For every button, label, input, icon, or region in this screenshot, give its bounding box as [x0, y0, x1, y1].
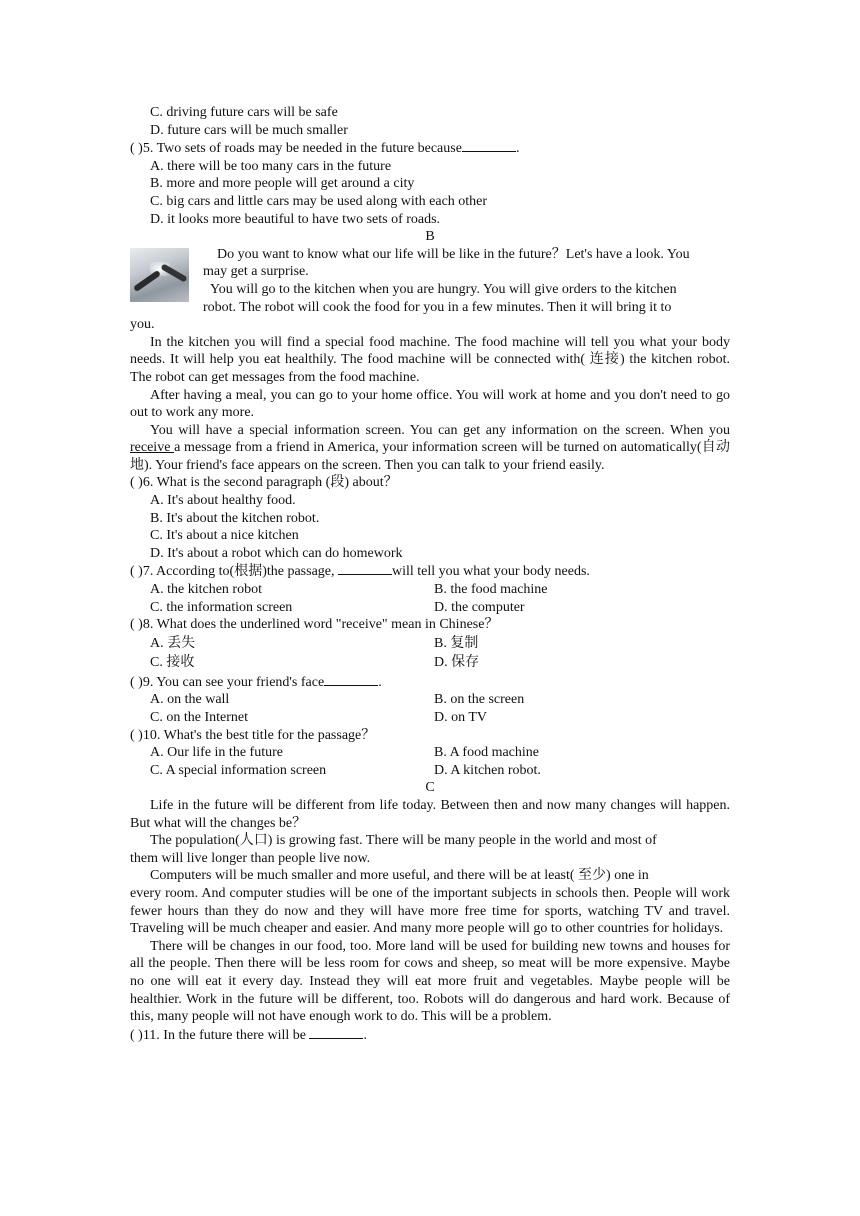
q6-option-b: B. It's about the kitchen robot.	[150, 510, 320, 526]
q6-option-d: D. It's about a robot which can do homework	[150, 545, 403, 561]
answer-blank	[309, 1026, 363, 1039]
q10-option-c: C. A special information screen	[150, 762, 327, 778]
q7-option-a: A. the kitchen robot	[150, 582, 262, 598]
worksheet-page	[130, 104, 730, 1044]
q4-option-c: C. driving future cars will be safe	[150, 105, 338, 120]
q7-option-b: B. the food machine	[434, 582, 548, 598]
b-para4: After having a meal, you can go to your home office. You will work at home and you don't need to go out to work any more.	[130, 387, 730, 421]
hands-sky-photo	[130, 248, 189, 302]
q4-option-d: D. future cars will be much smaller	[150, 122, 348, 138]
q7-option-d: D. the computer	[434, 599, 525, 615]
b-para2-line2: robot. The robot will cook the food for you in a few minutes. Then it will bring it to	[203, 299, 672, 315]
q10-option-b: B. A food machine	[434, 745, 539, 761]
q5-option-a: A. there will be too many cars in the future	[150, 158, 392, 174]
q5-option-c: C. big cars and little cars may be used along with each other	[150, 193, 488, 209]
q7-options-row1	[130, 581, 730, 599]
q6-option-c: C. It's about a nice kitchen	[150, 528, 299, 544]
q9-option-d: D. on TV	[434, 710, 488, 725]
c-para1: Life in the future will be different from life today. Between then and now many changes will happen. But what will the changes be？	[130, 797, 730, 831]
q7-option-c: C. the information screen	[150, 599, 293, 615]
b-para2-line3: you.	[130, 317, 155, 333]
q9-option-a: A. on the wall	[150, 692, 230, 708]
c-para2-line2: them will live longer than people live now.	[130, 850, 371, 866]
q11-stem: ( )11. In the future there will be .	[130, 1027, 367, 1043]
q10-options-row1	[130, 744, 730, 762]
c-para4: There will be changes in our food, too. More land will be used for building new towns and houses for all the people. Then there will be less room for cows and sheep, so meat will be more expensive. Maybe no one will eat it every day. Instead they will eat more fruit and vegetables. Maybe people will be healthier. Work in the future will be different, too. Robots will do dangerous and hard work. Because of this, many people will not have enough work to do. This will be a problem.	[130, 938, 730, 1025]
b-para1-line1: Do you want to know what our life will be like in the future？Let's have a look. You	[217, 246, 690, 262]
q10-options-row2	[130, 762, 730, 780]
q8-options-row1	[130, 634, 730, 654]
answer-blank	[462, 139, 516, 152]
q9-option-b: B. on the screen	[434, 692, 525, 708]
q7-stem: ( )7. According to(根据)the passage, will tell you what your body needs.	[130, 564, 590, 580]
q9-option-c: C. on the Internet	[150, 710, 248, 725]
q9-options-row2	[130, 709, 730, 727]
b-para3: In the kitchen you will find a special food machine. The food machine will tell you what your body needs. It will help you eat healthily. The food machine will be connected with( 连接) the kitchen robot. The robot can get messages from the food machine.	[130, 334, 730, 385]
q8-option-c: C. 接收	[150, 655, 195, 671]
q5-stem: ( )5. Two sets of roads may be needed in the future because .	[130, 141, 520, 157]
q6-stem: ( )6. What is the second paragraph (段) about？	[130, 475, 398, 491]
section-b-intro	[130, 246, 730, 334]
c-para3-line1: Computers will be much smaller and more useful, and there will be at least( 至少) one in	[150, 868, 649, 884]
q9-stem: ( )9. You can see your friend's face .	[130, 674, 382, 690]
q10-option-d: D. A kitchen robot.	[434, 762, 541, 778]
answer-blank	[338, 562, 392, 575]
q10-stem: ( )10. What's the best title for the passage？	[130, 727, 376, 743]
c-para3-rest: every room. And computer studies will be one of the important subjects in schools then. People will work fewer hours than they do now and they will have more free time for sports, watching TV and travel. Traveling will be much cheaper and easier. And many more people will go to other countries for holidays.	[130, 885, 730, 937]
q7-options-row2	[130, 599, 730, 617]
q8-stem: ( )8. What does the underlined word "receive" mean in Chinese？	[130, 617, 499, 633]
underlined-word-receive: receive	[130, 440, 175, 456]
b-para5: You will have a special information screen. You can get any information on the screen. When you receive a message from a friend in America, your information screen will be turned on automatically(自动地). Your friend's face appears on the screen. Then you can talk to your friend easily.	[130, 422, 730, 473]
q8-options-row2	[130, 653, 730, 673]
q6-option-a: A. It's about healthy food.	[150, 493, 296, 509]
b-para2-line1: You will go to the kitchen when you are hungry. You will give orders to the kitchen	[210, 281, 677, 297]
q5-option-d: D. it looks more beautiful to have two sets of roads.	[150, 211, 441, 227]
section-b-heading: B	[425, 229, 435, 245]
q8-option-a: A. 丢失	[150, 635, 196, 651]
c-para2-line1: The population(人口) is growing fast. There will be many people in the world and most of	[150, 833, 657, 849]
q8-option-d: D. 保存	[434, 655, 480, 671]
q9-options-row1	[130, 691, 730, 709]
q5-option-b: B. more and more people will get around a city	[150, 176, 415, 192]
answer-blank	[324, 673, 378, 686]
b-para1-line2: may get a surprise.	[203, 264, 309, 280]
q8-option-b: B. 复制	[434, 635, 479, 651]
section-c-heading: C	[425, 780, 435, 796]
q10-option-a: A. Our life in the future	[150, 745, 283, 761]
